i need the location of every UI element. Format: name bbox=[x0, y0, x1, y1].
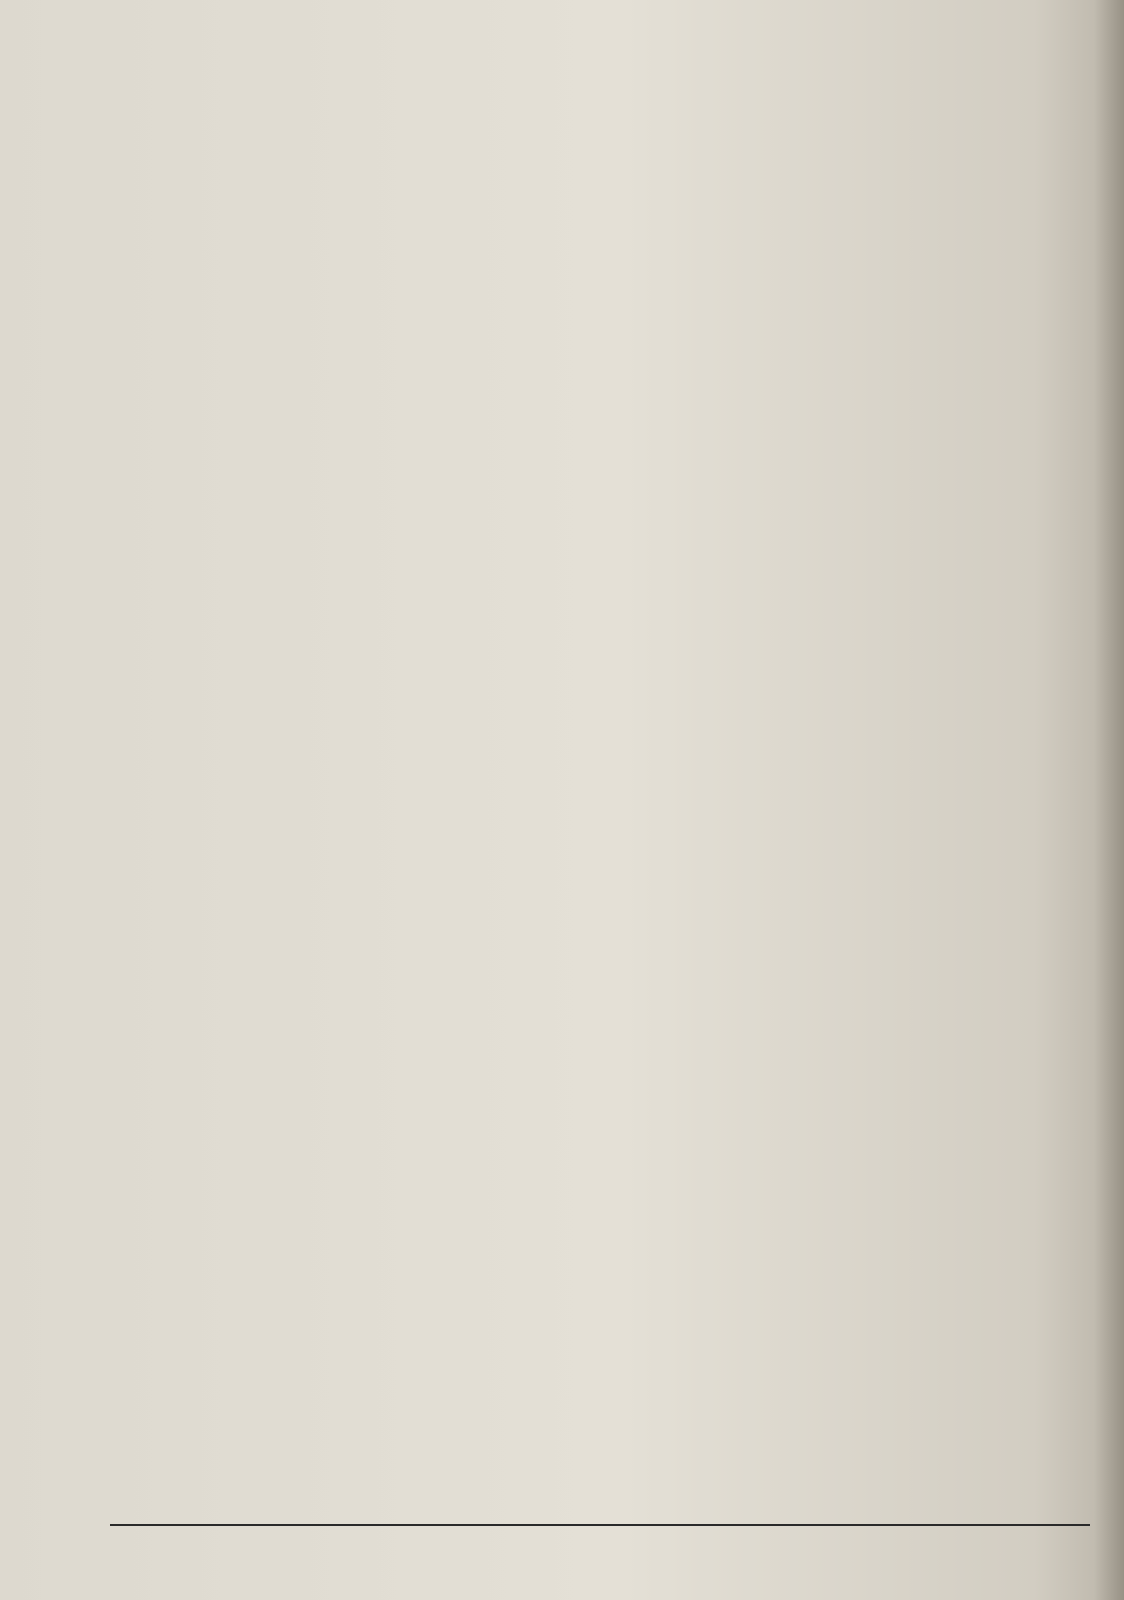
footer-rule bbox=[110, 1524, 1090, 1526]
page-spine-shadow bbox=[1094, 0, 1124, 1600]
